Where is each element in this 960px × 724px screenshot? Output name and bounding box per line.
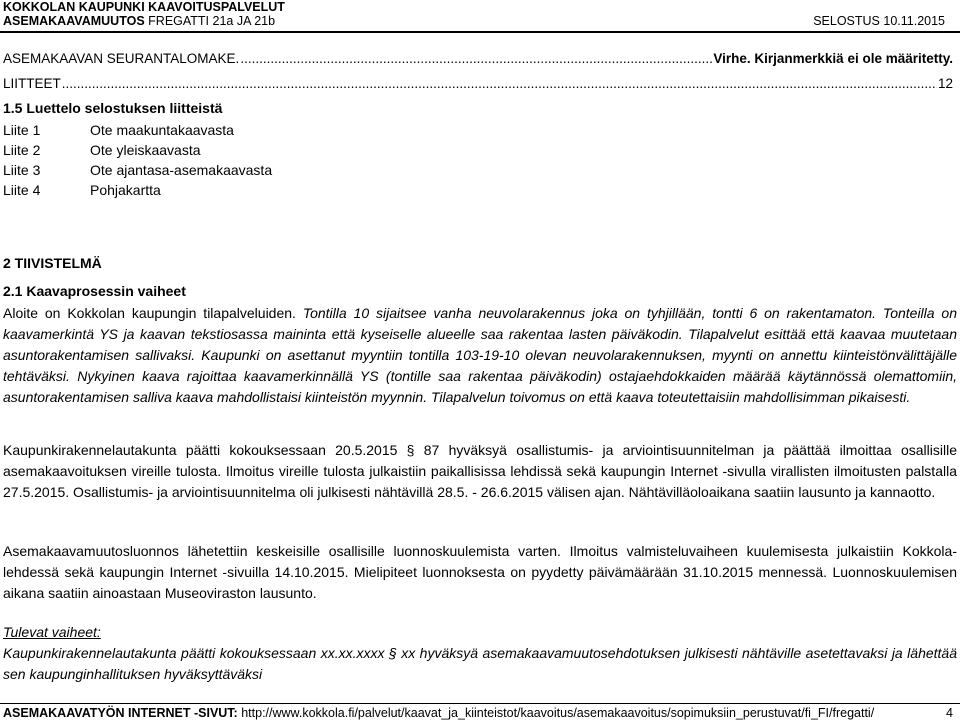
toc-leader: [240, 51, 712, 66]
document-title-sub: FREGATTI 21a JA 21b: [148, 14, 276, 28]
attachments-heading: 1.5 Luettelo selostuksen liitteistä: [3, 100, 223, 116]
attachment-item: Liite 2 Ote yleiskaavasta: [3, 142, 201, 158]
footer-url-link[interactable]: http://www.kokkola.fi/palvelut/kaavat_ja_kiinteistot/kaavoitus/asemakaavoitus/sopimuksiin_perustuvat/fi_FI/fregatti/: [241, 706, 875, 720]
document-title-main: ASEMAKAAVAMUUTOS: [3, 14, 145, 28]
page-number: 4: [946, 706, 953, 720]
toc-leader: [62, 76, 937, 91]
future-steps-heading: Tulevat vaiheet:: [3, 624, 101, 640]
subsection-heading: 2.1 Kaavaprosessin vaiheet: [3, 283, 186, 299]
attachment-item: Liite 1 Ote maakuntakaavasta: [3, 122, 234, 138]
future-steps-text: Kaupunkirakennelautakunta päätti kokouksessaan xx.xx.xxxx § xx hyväksyä asemakaavamuutosehdotuksen julkisesti nähtäville asetettavaksi ja lähettää sen kaupunginhallituksen hyväksyttäväksi: [3, 645, 957, 682]
summary-paragraph-2: Kaupunkirakennelautakunta päätti kokouksessaan 20.5.2015 § 87 hyväksyä osallistumis- ja arviointisuunnitelman ja päättää ilmoittaa osallisille asemakaavoituksen vireille tulosta. Ilmoitus vireille tulosta julkaistiin paikallisissa lehdissä sekä kaupungin Internet -sivulla virallisten ilmoitusten palstalla 27.5.2015. Osallistumis- ja arviointisuunnitelma oli julkisesti nähtävillä 28.5. - 26.6.2015 välisen ajan. Nähtävilläoloaikana saatiin lausunto ja kannaotto.: [3, 442, 957, 500]
toc-error: Virhe. Kirjanmerkkiä ei ole määritetty.: [713, 51, 953, 66]
toc-label: LIITTEET: [3, 76, 61, 91]
toc-entry-liitteet[interactable]: [3, 76, 953, 91]
page-header: [3, 0, 953, 28]
page-footer: [3, 706, 953, 720]
toc-label: ASEMAKAAVAN SEURANTALOMAKE.: [3, 51, 240, 66]
summary-paragraph-1: Aloite on Kokkolan kaupungin tilapalveluiden. Tontilla 10 sijaitsee vanha neuvolarakennus joka on tyhjillään, tontti 6 on rakentamaton. Tonteilla on kaavamerkintä YS ja kaavan tekstiosassa maininta että kyseiselle alueelle saa rakentaa lasten päiväkodin. Tilapalvelut esittää että kaavaa muutetaan asuntorakentamisen sallivaksi. Kaupunki on asettanut myyntiin tontilla 103-19-10 olevan neuvolarakennuksen, myynti on annettu kiinteistönvälittäjälle tehtäväksi. Nykyinen kaava rajoittaa kaavamerkinnällä YS (tontille saa rakentaa päiväkodin) ostajaehdokkaiden määrää käytännössä olemattomiin, asuntorakentamisen salliva kaava mahdollistaisi kiinteistön myynnin. Tilapalvelun toivomus on että kaava toteutettaisiin mahdollisimman pikaisesti.: [3, 305, 958, 405]
toc-page: 12: [937, 76, 953, 91]
attachment-item: Liite 4 Pohjakartta: [3, 182, 161, 198]
document-title: [3, 14, 953, 28]
document-date: SELOSTUS 10.11.2015: [813, 14, 945, 28]
toc-entry-seurantalomake[interactable]: [3, 51, 953, 66]
future-steps: [3, 622, 957, 685]
section-heading: 2 TIIVISTELMÄ: [3, 255, 102, 271]
footer-divider: [0, 703, 960, 704]
organization-name: KOKKOLAN KAUPUNKI KAAVOITUSPALVELUT: [3, 0, 285, 14]
footer-label: ASEMAKAAVATYÖN INTERNET -SIVUT:: [3, 706, 238, 720]
header-divider: [0, 31, 960, 33]
summary-paragraph-3: Asemakaavamuutosluonnos lähetettiin keskeisille osallisille luonnoskuulemista varten. Ilmoitus valmisteluvaiheen kuulemisesta julkaistiin Kokkola-lehdessä sekä kaupungin Internet -sivuilla 14.10.2015. Mielipiteet luonnoksesta on pyydetty päivämäärään 31.10.2015 mennessä. Luonnoskuulemisen aikana saatiin ainoastaan Museoviraston lausunto.: [3, 543, 957, 601]
attachment-item: Liite 3 Ote ajantasa-asemakaavasta: [3, 162, 273, 178]
